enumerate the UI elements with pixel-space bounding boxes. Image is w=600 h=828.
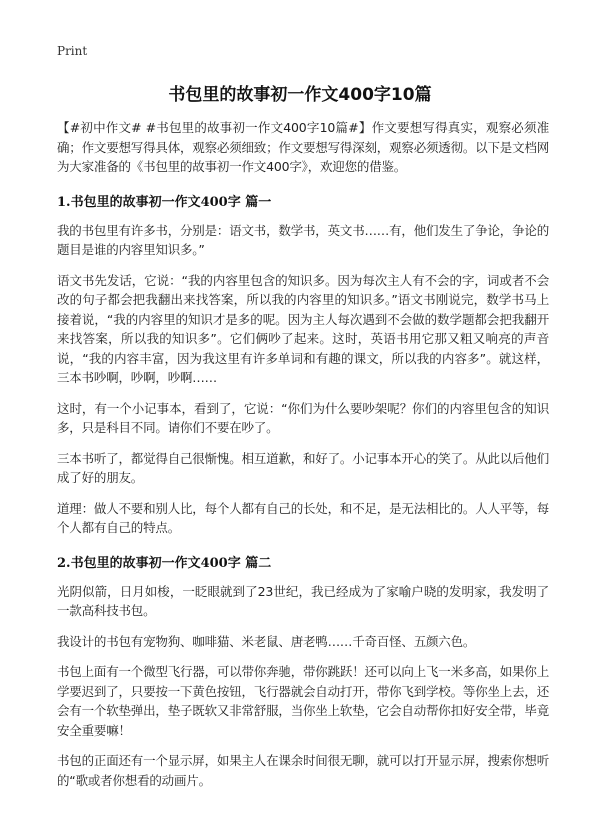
paragraph: 我设计的书包有宠物狗、咖啡猫、米老鼠、唐老鸭……千奇百怪、五颜六色。 xyxy=(57,633,476,649)
paragraph: 书包上面有一个微型飞行器，可以带你奔驰，带你跳跃！还可以向上飞一米多高，如果你上学要迟到了，只要按一下黄色按钮，飞行器就会自动打开，带你飞到学校。等你坐上去，还会有一个软垫弹出，垫子既软又非常舒服，当你坐上软垫，它会自动帮你扣好安全带，毕竟安全重要嘛！ xyxy=(57,664,550,738)
paragraph: 三本书听了，都觉得自己很惭愧。相互道歉，和好了。小记事本开心的笑了。从此以后他们成了好的朋友。 xyxy=(57,450,550,485)
section-heading-2: 2.书包里的故事初一作文400字 篇二 xyxy=(57,555,272,571)
print-label[interactable]: Print xyxy=(57,44,88,58)
paragraph: 光阴似箭，日月如梭，一眨眼就到了23世纪，我已经成为了家喻户晓的发明家，我发明了一款高科技书包。 xyxy=(57,583,549,618)
section-heading-1: 1.书包里的故事初一作文400字 篇一 xyxy=(57,194,272,210)
document-title: 书包里的故事初一作文400字10篇 xyxy=(168,85,432,105)
intro-paragraph: 【#初中作文# #书包里的故事初一作文400字10篇#】作文要想写得真实，观察必须准确；作文要想写得具体，观察必须细致；作文要想写得深刻，观察必须透彻。以下是文档网为大家准备的《书包里的故事初一作文400字》，欢迎您的借鉴。 xyxy=(57,120,550,174)
paragraph: 语文书先发话，它说：“我的内容里包含的知识多。因为每次主人有不会的字，词或者不会改的句子都会把我翻出来找答案，所以我的内容里的知识多。”语文书刚说完，数学书马上接着说，“我的内容里的知识才是多的呢。因为主人每次遇到不会做的数学题都会把我翻开来找答案，所以我的知识多”。它们俩吵了起来。这时，英语书用它那又粗又响亮的声音说，“我的内容丰富，因为我这里有许多单词和有趣的课文，所以我的内容多”。就这样，三本书吵啊，吵啊，吵啊…… xyxy=(57,272,549,385)
document-body xyxy=(57,118,549,801)
paragraph: 我的书包里有许多书，分别是：语文书，数学书，英文书……有，他们发生了争论，争论的题目是谁的内容里知识多。” xyxy=(57,222,550,257)
paragraph: 道理：做人不要和别人比，每个人都有自己的长处，和不足，是无法相比的。人人平等，每个人都有自己的特点。 xyxy=(57,500,550,535)
paragraph: 书包的正面还有一个显示屏，如果主人在课余时间很无聊，就可以打开显示屏，搜索你想听的“歌或者你想看的动画片。 xyxy=(57,753,550,788)
paragraph: 这时，有一个小记事本，看到了，它说：“你们为什么要吵架呢？你们的内容里包含的知识多，只是科目不同。请你们不要在吵了。 xyxy=(57,400,549,435)
